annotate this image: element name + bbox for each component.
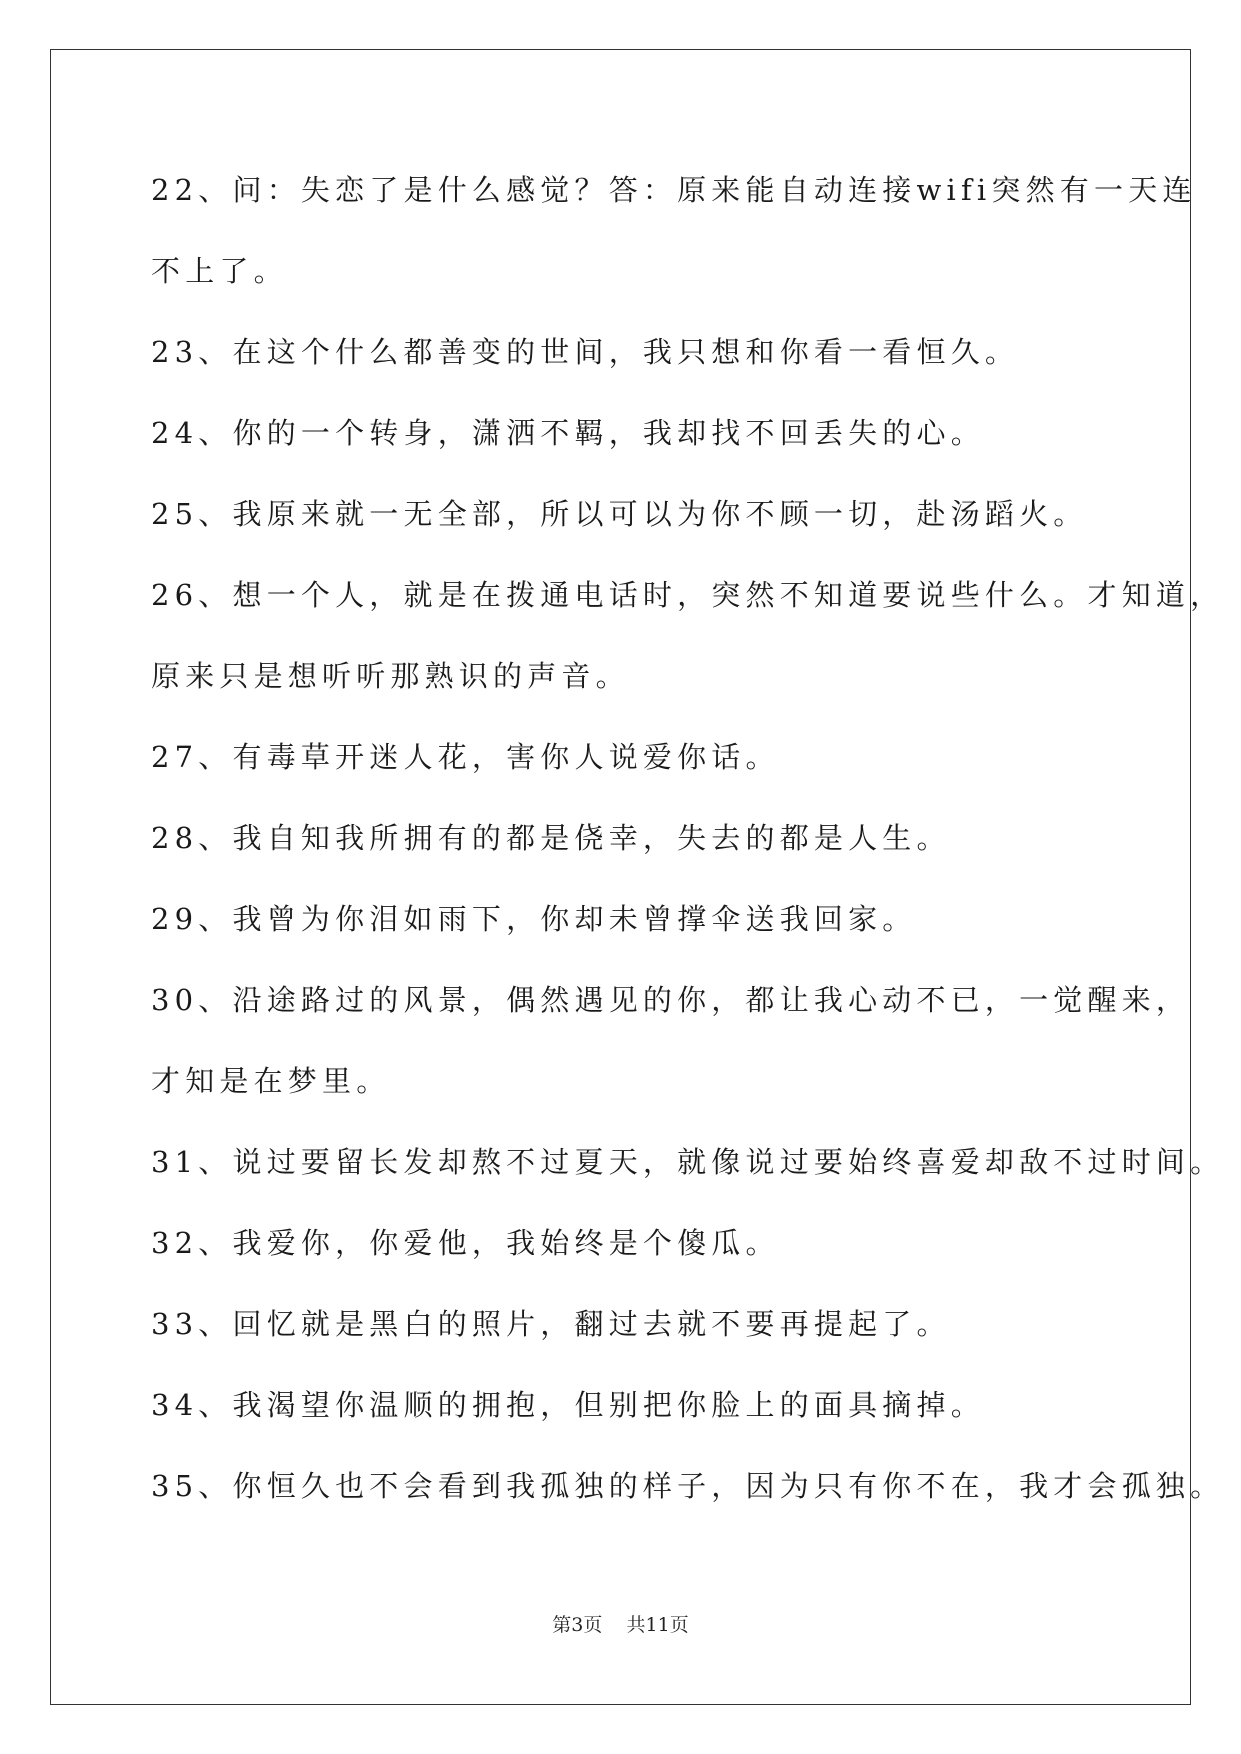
text-line: 28、我自知我所拥有的都是侥幸，失去的都是人生。	[151, 821, 951, 855]
page-number: 第3页	[552, 1614, 603, 1636]
page-footer	[0, 1610, 1241, 1637]
text-line: 34、我渴望你温顺的拥抱，但别把你脸上的面具摘掉。	[151, 1388, 985, 1422]
text-line: 不上了。	[151, 254, 288, 288]
text-line: 32、我爱你，你爱他，我始终是个傻瓜。	[151, 1226, 780, 1260]
text-line: 才知是在梦里。	[151, 1064, 391, 1098]
text-line: 原来只是想听听那熟识的声音。	[151, 659, 630, 693]
text-line: 26、想一个人，就是在拨通电话时，突然不知道要说些什么。才知道，	[151, 578, 1225, 612]
text-line: 30、沿途路过的风景，偶然遇见的你，都让我心动不已，一觉醒来，	[151, 983, 1191, 1017]
document-body	[151, 162, 1225, 1539]
text-line: 29、我曾为你泪如雨下，你却未曾撑伞送我回家。	[151, 902, 917, 936]
page-total: 共11页	[626, 1614, 689, 1636]
text-line: 25、我原来就一无全部，所以可以为你不顾一切，赴汤蹈火。	[151, 497, 1088, 531]
text-line: 23、在这个什么都善变的世间，我只想和你看一看恒久。	[151, 335, 1020, 369]
text-line: 22、问：失恋了是什么感觉？答：原来能自动连接wifi突然有一天连	[151, 173, 1197, 207]
text-line: 33、回忆就是黑白的照片，翻过去就不要再提起了。	[151, 1307, 951, 1341]
text-line: 31、说过要留长发却熬不过夏天，就像说过要始终喜爱却敌不过时间。	[151, 1145, 1225, 1179]
text-line: 27、有毒草开迷人花，害你人说爱你话。	[151, 740, 780, 774]
text-line: 24、你的一个转身，潇洒不羁，我却找不回丢失的心。	[151, 416, 985, 450]
text-line: 35、你恒久也不会看到我孤独的样子，因为只有你不在，我才会孤独。	[151, 1469, 1225, 1503]
